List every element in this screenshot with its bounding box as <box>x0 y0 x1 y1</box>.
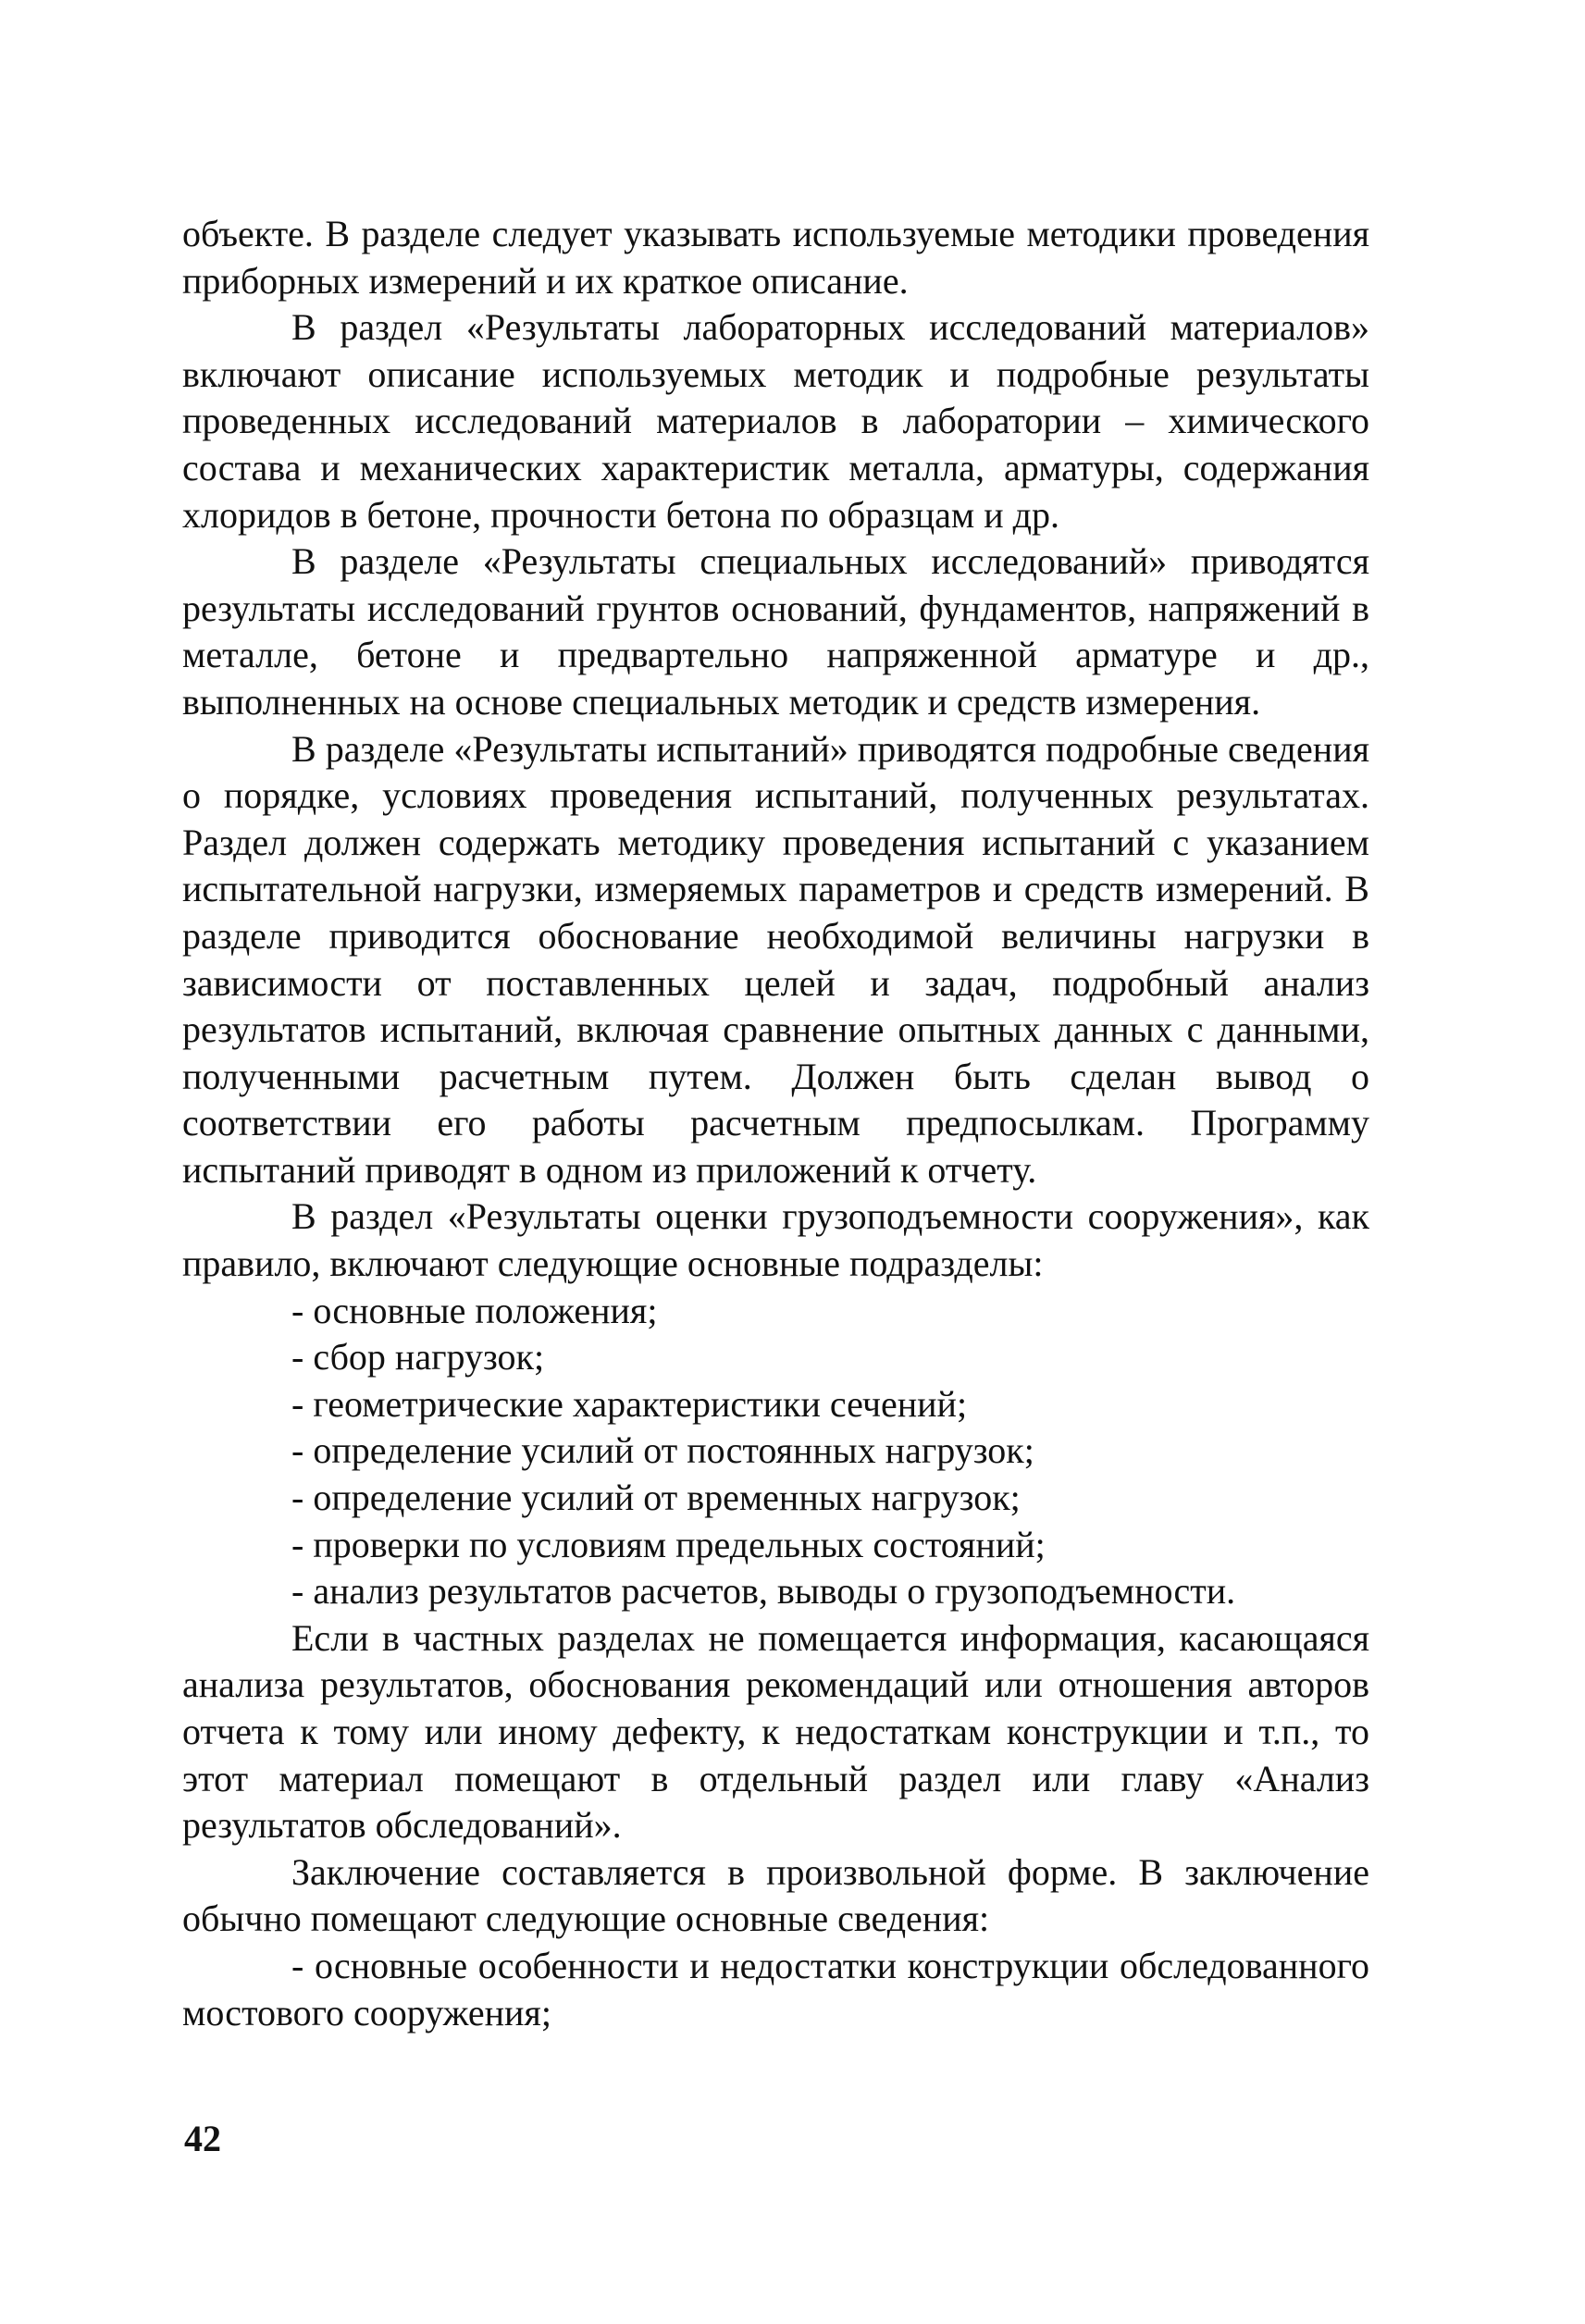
subsections-list <box>182 1288 1369 1615</box>
paragraph-special-research: В разделе «Результаты специальных исследований» приводятся результаты исследований грунтов оснований, фундаментов, напряжений в металле, бетоне и предвартельно напряженной арматуре и др., выполненных на основе специальных методик и средств измерения. <box>182 540 1369 723</box>
list-item: - сбор нагрузок; <box>291 1336 545 1378</box>
list-item: - определение усилий от временных нагрузок; <box>291 1477 1021 1519</box>
list-item: - проверки по условиям предельных состояний; <box>291 1523 1046 1565</box>
list-item: - геометрические характеристики сечений; <box>291 1382 968 1425</box>
paragraph-load-capacity: В раздел «Результаты оценки грузоподъемности сооружения», как правило, включают следующие основные подразделы: <box>182 1195 1369 1285</box>
list-item: - анализ результатов расчетов, выводы о грузоподъемности. <box>291 1570 1236 1613</box>
list-item: - основные положения; <box>291 1289 658 1331</box>
page-number: 42 <box>184 2118 221 2159</box>
paragraph-conclusion-item: - основные особенности и недостатки конструкции обследованного мостового сооружения; <box>182 1944 1369 2034</box>
paragraph-conclusion: Заключение составляется в произвольной форме. В заключение обычно помещают следующие основные сведения: <box>182 1850 1369 1940</box>
body-text <box>182 211 1369 2036</box>
paragraph-lab-results: В раздел «Результаты лабораторных исследований материалов» включают описание используемых методик и подробные результаты проведенных исследований материалов в лаборатории – химического состава и механических характеристик металла, арматуры, содержания хлоридов в бетоне, прочности бетона по образцам и др. <box>182 306 1369 536</box>
list-item: - определение усилий от постоянных нагрузок; <box>291 1429 1034 1472</box>
paragraph-continuation: объекте. В разделе следует указывать используемые методики проведения приборных измерений и их краткое описание. <box>182 213 1369 302</box>
paragraph-analysis: Если в частных разделах не помещается информация, касающаяся анализа результатов, обоснования рекомендаций или отношения авторов отчета к тому или иному дефекту, к недостаткам конструкции и т.п., то этот материал помещают в отдельный раздел или главу «Анализ результатов обследований». <box>182 1616 1369 1847</box>
paragraph-test-results: В разделе «Результаты испытаний» приводятся подробные сведения о порядке, условиях проведения испытаний, полученных результатах. Раздел должен содержать методику проведения испытаний с указанием испытательной нагрузки, измеряемых параметров и средств измерений. В разделе приводится обоснование необходимой величины нагрузки в зависимости от поставленных целей и задач, подробный анализ результатов испытаний, включая сравнение опытных данных с данными, полученными расчетным путем. Должен быть сделан вывод о соответствии его работы расчетным предпосылкам. Программу испытаний приводят в одном из приложений к отчету. <box>182 727 1369 1191</box>
